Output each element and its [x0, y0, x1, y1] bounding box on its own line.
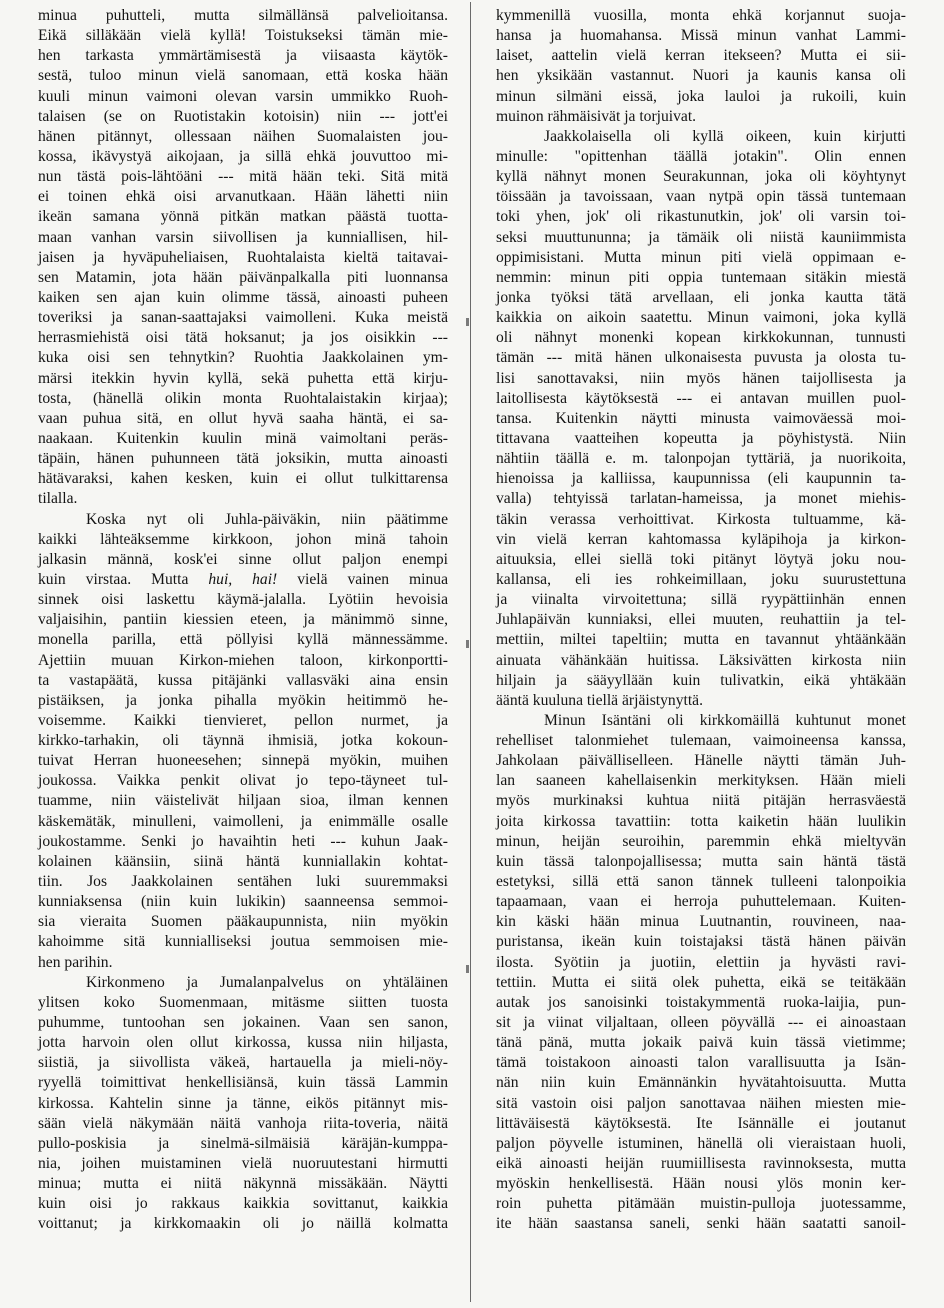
text-line: nän niin kuin Emännänkin hyvätahtoisuutta. Mutta	[496, 1074, 906, 1092]
text-line: ryyellä toimittivat henkellisiänsä, kuin tässä Lammin	[38, 1074, 448, 1092]
text-line: kuin virstaa. Mutta hui, hai! vielä vainen minua	[38, 570, 449, 588]
text-line: kirkossa. Kahtelin sinne ja tänne, eikös pitännyt mis-	[38, 1094, 448, 1112]
text-line: myös murkinaksi kuhtua niitä pitäjän herrasväestä	[496, 792, 906, 810]
text-line: sit ja viinat viljaltaan, olleen pöyvällä --- ei ainoastaan	[496, 1014, 906, 1032]
divider-mark	[466, 640, 469, 648]
text-line: paljon pöyvelle istuminen, hänellä oli vieraistaan huoli,	[496, 1134, 906, 1152]
divider-mark	[466, 318, 469, 326]
text-line: töissään ja tavoissaan, vaan nytpä opin tässä tuntemaan	[496, 188, 906, 206]
text-line: hen yksikään vastannut. Nuori ja kaunis kansa oli	[496, 67, 906, 85]
text-line: kyllä nähnyt monen Seurakunnan, joka oli köyhtynyt	[496, 168, 906, 186]
text-line: vaan puhua sitä, en ollut hyvä saaha häntä, ei sa-	[38, 409, 448, 427]
text-line: tiin. Jos Jaakkolainen sentähen luki suuremmaksi	[38, 873, 448, 891]
text-line: kirkko-tarhakin, oli täynnä ihmisiä, jotka kokoun-	[38, 732, 448, 750]
text-line: joukostamme. Senki jo havaihtin heti --- kuhun Jaak-	[38, 832, 448, 850]
text-line: naakaan. Kuitenkin kuulin minä vaimoltani peräs-	[38, 429, 448, 447]
text-line: hätävaraksi, kahen kesken, kuin ei ollut tulkittarensa	[38, 470, 448, 488]
text-line: puhumme, tuntoohan sen jokainen. Vaan sen sanon,	[38, 1014, 448, 1032]
text-line: nemmin: minun piti oppia tuntemaan sitäkin miestä	[496, 268, 906, 286]
text-line: valla) tehtyissä tarlatan-hameissa, ja monet miehis-	[496, 490, 906, 508]
text-line: hansa ja huomahansa. Missä minun vanhat Lammi-	[496, 27, 906, 45]
text-line: kolainen käänsiin, siinä häntä kunniallakin kohtat-	[38, 852, 448, 870]
text-line: sinnek oisi laskettu käymä-jalalla. Lyötiin hevoisia	[38, 591, 448, 609]
text-line: nun tästä pois-lähtöäni --- mitä hään teki. Sitä mitä	[38, 168, 448, 186]
text-line: tuivat Herran huoneesehen; sinnepä myökin, muihen	[38, 752, 448, 770]
text-line: siistiä, ja siivollista väkeä, hartauella ja mieli-nöy-	[38, 1054, 448, 1072]
text-line: jaisen ja hyväpuheliaisen, Ruohtalaista kieltä taitavai-	[38, 248, 448, 266]
text-line: vin vielä kerran kahtomassa kyläpihoja ja kirkon-	[496, 530, 906, 548]
text-line: lan saaneen kahellaisenkin merkityksen. Hään mieli	[496, 772, 906, 790]
text-line: Jaakkolaisella oli kyllä oikeen, kuin kirjutti	[544, 127, 906, 145]
text-line: kaikkia on aikoin saatettu. Minun vaimoni, joka kyllä	[496, 309, 906, 327]
text-line: pullo-poskisia ja sinelmä-silmäisiä käräjän-kumppa-	[38, 1134, 448, 1152]
text-line: autak jos sanoisinki toistakymmentä ruoka-laijia, pun-	[496, 993, 906, 1011]
text-line: laiset, aattelin vielä kerran itekseen? Mutta ei sii-	[496, 47, 906, 65]
text-line: sään vielä näkymään näitä vanhoja riita-toveria, näitä	[38, 1114, 448, 1132]
text-line: hen tarkasta ymmärtämisestä ja viisaasta käytök-	[38, 47, 448, 65]
text-line: roin puhetta pitämään muistin-pulloja juotessamme,	[496, 1195, 906, 1213]
text-line: talaisen (se on Ruotistakin kotoisin) niin --- jott'ei	[38, 107, 448, 125]
text-line: kaikki lähteäksemme kirkkoon, johon minä tahoin	[38, 530, 448, 548]
text-line: ta vastapäätä, kussa pitäjänki vallasväki aina ensin	[38, 671, 448, 689]
text-line: kuka oisi sen tehnytkin? Ruohtia Jaakkolainen ym-	[38, 349, 448, 367]
text-line: Eikä silläkään vielä kyllä! Toistukseksi tämän mie-	[38, 27, 448, 45]
text-line: kaiken sen ajan kuin olimme tässä, ainoasti puheen	[38, 288, 448, 306]
text-line: käskemätäk, minulleni, vaimolleni, ja enimmälle osalle	[38, 812, 448, 830]
text-line: littäväisestä käytöksestä. Ite Isännälle ei joutanut	[496, 1114, 906, 1132]
text-line: ylitsen koko Suomenmaan, mitäsme siitten tuosta	[38, 993, 448, 1011]
text-line: minun silmäni eissä, joka lauloi ja rukoili, kuin	[496, 87, 906, 105]
text-line: Jahkolaan päivälliselleen. Hänelle näytti tämän Juh-	[496, 752, 906, 770]
text-line: tosta, (hänellä olikin monta Ruohtalaistakin kirjaa);	[38, 389, 448, 407]
text-line: kin käski hään minua Luutnantin, rouvineen, naa-	[496, 913, 906, 931]
text-line: sen Matamin, jota hään päivänpalkalla piti luonnansa	[38, 268, 448, 286]
text-line: hiljain ja sääyyllään kuin tulivatkin, eikä yhtäkään	[496, 671, 906, 689]
column-divider	[470, 2, 471, 1302]
text-line: tittavana vaatteihen kopeutta ja pöyhistystä. Niin	[496, 429, 906, 447]
text-line: kuin tässä talonpojallisessa; mutta sain häntä tästä	[496, 852, 906, 870]
text-line: aituuksia, ellei siellä toki pitänyt löytyä joku nou-	[496, 550, 906, 568]
text-line: seksi muuttununna; ja tämäik oli niistä kauniimmista	[496, 228, 906, 246]
text-line: kunniaksensa (niin kuin lukikin) saanneensa semmoi-	[38, 893, 448, 911]
right-text-column	[496, 6, 906, 1235]
text-line: Ajettiin muuan Kirkon-miehen taloon, kirkonportti-	[38, 651, 448, 669]
text-line: toki yhen, jok' oli rikastunutkin, jok' oli varsin toi-	[496, 208, 906, 226]
text-line: kuin oisi jo rakkaus kaikkia sovittanut, kaikkia	[38, 1195, 448, 1213]
text-line: Koska nyt oli Juhla-päiväkin, niin päätimme	[86, 510, 448, 528]
text-line: hen parihin.	[38, 953, 113, 971]
emphasis: hui, hai!	[208, 570, 278, 588]
text-line: hienoissa ja kalliissa, kaupunnissa (eli kaupunnin ta-	[496, 470, 906, 488]
text-line: mettiin, miltei tapeltiin; mutta en tavannut yhtäänkään	[496, 631, 906, 649]
text-line: puristansa, ikeän kuin toistajaksi tästä hänen päivän	[496, 933, 906, 951]
text-line: kuuli minun vaimoni olevan varsin ummikko Ruoh-	[38, 87, 448, 105]
text-line: tapaamaan, vaan ei herroja puhuttelemaan. Kuiten-	[496, 893, 906, 911]
text-line: minua; mutta ei niitä näkynnä missäkään. Näytti	[38, 1175, 448, 1193]
text-line: voittanut; ja kirkkomaakin oli jo näillä kolmatta	[38, 1215, 448, 1233]
text-line: kymmenillä vuosilla, monta ehkä korjannut suoja-	[496, 7, 906, 24]
text-line: voisemme. Kaikki tienvieret, pellon nurmet, ja	[38, 711, 448, 729]
text-line: nia, joihen muistaminen vielä nuoruutestani hirmutti	[38, 1155, 448, 1173]
text-line: nähtiin täällä e. m. talonpojan tyttäriä, ja nuorikoita,	[496, 450, 906, 468]
text-line: ääntä kuuluna tiellä ärjäistynyttä.	[496, 691, 703, 709]
text-line: estetyksi, sillä että sanon tännek tulleeni talonpoikia	[496, 873, 906, 891]
text-line: minulle: "opittenhan täällä jotakin". Olin ennen	[496, 147, 906, 165]
text-line: toveriksi ja sanan-saattajaksi vaimolleni. Kuka meistä	[38, 309, 448, 327]
divider-mark	[466, 965, 469, 973]
text-line: oli nähnyt monenki kopean kirkkokunnan, tunnusti	[496, 329, 906, 347]
text-line: ikeän samana yönnä pitkän matkan päästä tuotta-	[38, 208, 448, 226]
text-line: kahoimme sitä kunnialliseksi joutua semmoisen mie-	[38, 933, 448, 951]
text-line: hänen pitännyt, ollessaan näihen Suomalaisten jou-	[38, 127, 448, 145]
text-line: tettiin. Mutta ei siitä olek puhetta, eikä se teitäkään	[496, 973, 906, 991]
left-text-column	[38, 6, 448, 1235]
text-line: täpäin, hänen puhunneen tätä joksikin, mutta ainoasti	[38, 450, 448, 468]
text-line: maan vanhan varsin siivollisen ja kunniallisen, hil-	[38, 228, 448, 246]
text-line: ja viinalta virvoitettuna; sillä ryypättiinhän ennen	[496, 591, 906, 609]
text-line: laitollisesta käytöksestä --- ei antavan muillen puol-	[496, 389, 906, 407]
text-line: minua puhutteli, mutta silmällänsä palvelioitansa.	[38, 7, 448, 24]
text-line: tansa. Kuitenkin näytti minusta vaimoväessä moi-	[496, 409, 906, 427]
text-line: sia vieraita Suomen pääkaupunnista, niin myökin	[38, 913, 448, 931]
text-line: minun, heijän seuroihin, paremmin ehkä mieltyvän	[496, 832, 906, 850]
text-line: muinon rähmäisivät ja torjuivat.	[496, 107, 697, 125]
text-line: tuamme, niin väistelivät hiljaan sioa, ilman kennen	[38, 792, 448, 810]
text-line: myöskin henkellisestä. Hään nousi ylös monin ker-	[496, 1175, 906, 1193]
text-line: jalkasin männä, kosk'ei sinne ollut paljon enempi	[38, 550, 448, 568]
text-line: märsi itekkin hyvin kyllä, sekä puhetta että kirju-	[38, 369, 448, 387]
text-line: herrasmiehistä oisi tätä hoksanut; ja jos oisikkin ---	[38, 329, 448, 347]
text-line: tilalla.	[38, 490, 78, 508]
text-line: pistäiksen, ja jonka pihalla myökin heitimmö he-	[38, 691, 448, 709]
text-line: ei toinen ehkä oisi arvanutkaan. Hään lähetti niin	[38, 188, 448, 206]
text-line: valjaisihin, pantiin kiessien eteen, ja mänimmö sinne,	[38, 611, 448, 629]
text-line: rehelliset talonmiehet tulemaan, vaimoineensa kanssa,	[496, 732, 906, 750]
text-line: joita kirkossa tavattiin: totta kaiketin hään luulikin	[496, 812, 906, 830]
text-line: Juhlapäivän kunniaksi, ellei muuten, reuhattiin ja tel-	[496, 611, 906, 629]
text-line: tämä toistakoon ainoasti talon varallisuutta ja Isän-	[496, 1054, 906, 1072]
text-line: jotta harvoin olen ollut kirkossa, kussa niin hiljasta,	[38, 1034, 448, 1052]
text-line: sestä, tuloo minun vielä sanomaan, että koska hään	[38, 67, 448, 85]
text-line: ite hään saastansa saneli, senki hään saatatti sanoil-	[496, 1215, 906, 1233]
text-line: Kirkonmeno ja Jumalanpalvelus on yhtäläinen	[86, 973, 448, 991]
text-line: joukossa. Vaikka penkit olivat jo tepo-täyneet tul-	[38, 772, 448, 790]
text-line: kallansa, eli ies rohkeimillaan, joku suurustettuna	[496, 570, 906, 588]
text-line: monella parilla, että pöllyisi kyllä männessämme.	[38, 631, 448, 649]
text-line: Minun Isäntäni oli kirkkomäillä kuhtunut monet	[544, 711, 906, 729]
text-line: ainuata vähänkään huitissa. Läksivätten kirkosta niin	[496, 651, 906, 669]
text-line: jonka työksi tätä arvellaan, eli jonka kautta tätä	[496, 288, 906, 306]
text-line: lisi sanottavaksi, niin myös hänen taijollisesta ja	[496, 369, 906, 387]
text-line: täkin verassa verhoittivat. Kirkosta tultuamme, kä-	[496, 510, 906, 528]
text-line: eikä ainoasti heijän ruumiillisesta ravinnoksesta, mutta	[496, 1155, 906, 1173]
text-line: tänä pänä, mutta jokaik paivä kuin tässä vietimme;	[496, 1034, 906, 1052]
text-line: ilosta. Syötiin ja juotiin, elettiin ja hyvästi ravi-	[496, 953, 906, 971]
text-line: sitä vastoin oisi paljon sanottavaa näihen miesten mie-	[496, 1094, 906, 1112]
text-line: kossa, ikävystyä aikojaan, ja sillä ehkä jouvuttoo mi-	[38, 147, 448, 165]
text-line: oppimisistani. Mutta minun piti vielä oppimaan e-	[496, 248, 906, 266]
text-line: tämän --- mitä hänen ulkonaisesta puvusta ja olosta tu-	[496, 349, 906, 367]
